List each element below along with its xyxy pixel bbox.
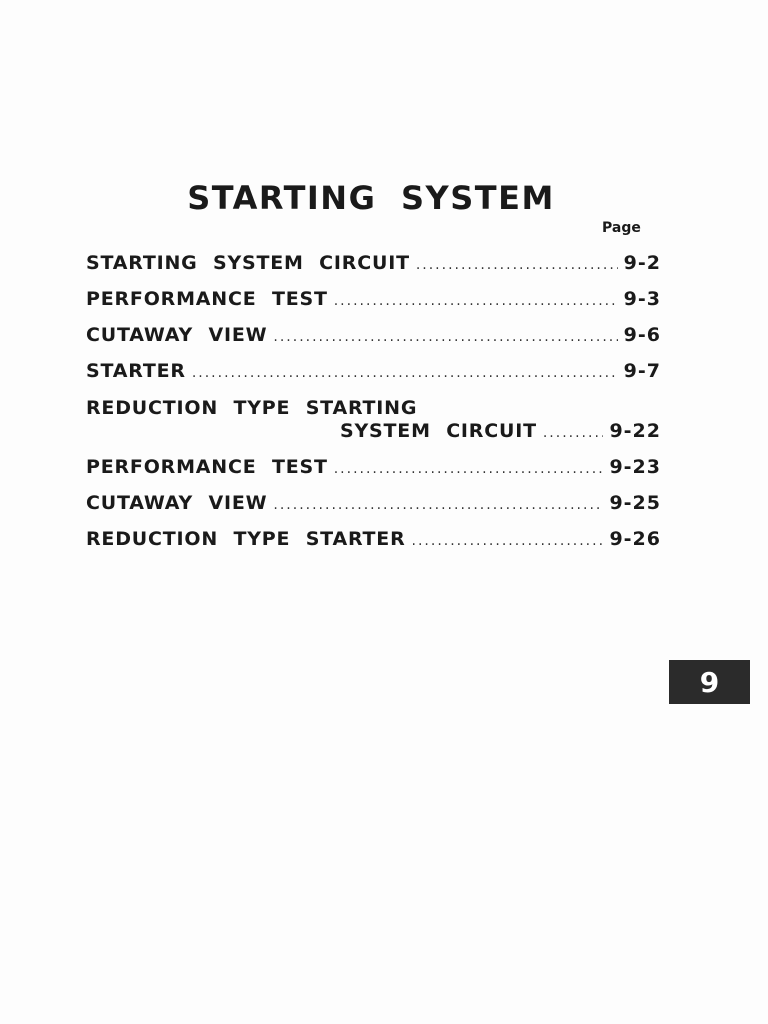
dot-leader [412,533,604,549]
toc-entry-page: 9-7 [623,360,661,382]
toc-entry[interactable] [86,360,661,396]
toc-entry-page: 9-26 [609,528,661,550]
toc-entry-label: CUTAWAY VIEW [86,324,268,346]
dot-leader [543,425,604,441]
toc-entry-page: 9-22 [609,420,661,442]
toc-entry-label: STARTER [86,360,186,382]
toc-entry[interactable] [86,252,661,288]
section-tab-marker: 9 [669,660,750,704]
dot-leader [334,293,618,309]
toc-entry-label: REDUCTION TYPE STARTER [86,528,406,550]
toc-entry[interactable] [86,396,661,448]
dot-leader [416,257,618,273]
dot-leader [273,329,617,345]
toc-entry[interactable] [86,456,661,492]
toc-entry[interactable] [86,288,661,324]
toc-entry-page: 9-2 [623,252,661,274]
toc-entry-label-line2: SYSTEM CIRCUIT [340,420,537,442]
page-title: STARTING SYSTEM [187,179,555,218]
toc-entry[interactable] [86,324,661,360]
dot-leader [273,497,603,513]
toc-entry[interactable] [86,492,661,528]
page-column-label: Page [602,220,641,236]
toc-entry-label: PERFORMANCE TEST [86,288,328,310]
dot-leader [334,461,604,477]
table-of-contents [86,252,661,564]
dot-leader [192,365,618,381]
toc-entry-label: CUTAWAY VIEW [86,492,268,514]
toc-entry-page: 9-3 [623,288,661,310]
toc-entry-page: 9-6 [623,324,661,346]
toc-entry-label: STARTING SYSTEM CIRCUIT [86,252,410,274]
toc-entry-page: 9-23 [609,456,661,478]
toc-entry-page: 9-25 [609,492,661,514]
toc-entry-label-line1: REDUCTION TYPE STARTING [86,397,418,419]
toc-entry-label: PERFORMANCE TEST [86,456,328,478]
toc-entry[interactable] [86,528,661,564]
